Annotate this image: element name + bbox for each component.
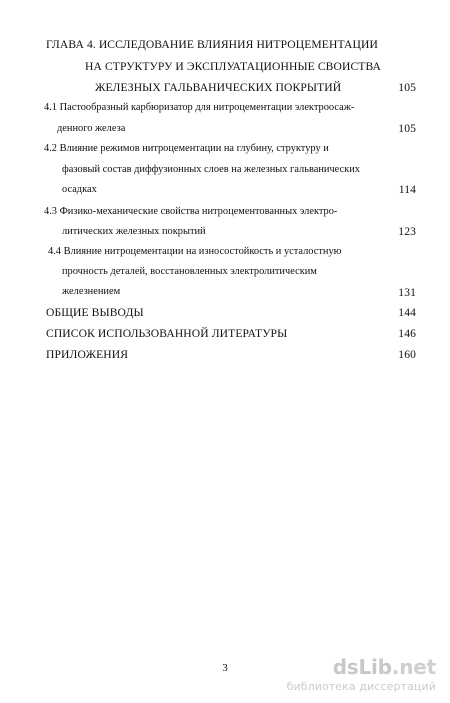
references-page-number: 146	[398, 327, 416, 340]
section-4-2-page-number: 114	[398, 183, 416, 196]
section-4-4-page-number: 131	[398, 286, 416, 299]
watermark-logo-tld: .net	[391, 655, 436, 679]
chapter-page-number: 105	[398, 81, 416, 94]
chapter-title-line-3: ЖЕЛЕЗНЫХ ГАЛЬВАНИЧЕСКИХ ПОКРЫТИЙ	[95, 81, 342, 94]
footer-page-number: 3	[222, 662, 228, 674]
chapter-title-line-1: ГЛАВА 4. ИССЛЕДОВАНИЕ ВЛИЯНИЯ НИТРОЦЕМЕНТАЦИИ	[46, 38, 378, 51]
conclusions-title: ОБЩИЕ ВЫВОДЫ	[46, 306, 144, 319]
watermark-logo	[287, 657, 436, 677]
section-4-1-line-2: денного железа	[57, 123, 126, 134]
section-4-2-line-1: 4.2 Влияние режимов нитроцементации на глубину, структуру и	[44, 143, 329, 154]
section-4-3-line-1: 4.3 Физико-механические свойства нитроцементованных электро-	[44, 206, 338, 217]
section-4-4-line-1: 4.4 Влияние нитроцементации на износостойкость и усталостную	[48, 246, 342, 257]
section-4-1-page-number: 105	[398, 122, 416, 135]
section-4-2-line-3: осадках	[62, 184, 97, 195]
watermark	[287, 657, 436, 692]
chapter-title-line-2: НА СТРУКТУРУ И ЭКСПЛУАТАЦИОННЫЕ СВОИСТВА	[85, 60, 382, 73]
watermark-logo-main: dsLib	[332, 655, 392, 679]
section-4-3-line-2: литических железных покрытий	[62, 226, 206, 237]
section-4-4-line-3: железнением	[62, 286, 121, 297]
section-4-3-page-number: 123	[398, 225, 416, 238]
conclusions-page-number: 144	[398, 306, 416, 319]
section-4-2-line-2: фазовый состав диффузионных слоев на железных гальванических	[62, 164, 360, 175]
section-4-1-line-1: 4.1 Пастообразный карбюризатор для нитроцементации электроосаж-	[44, 102, 355, 113]
appendices-title: ПРИЛОЖЕНИЯ	[46, 348, 129, 361]
references-title: СПИСОК ИСПОЛЬЗОВАННОЙ ЛИТЕРАТУРЫ	[46, 327, 288, 340]
watermark-subtitle: библиотека диссертаций	[286, 680, 436, 693]
section-4-4-line-2: прочность деталей, восстановленных электролитическим	[62, 266, 317, 277]
appendices-page-number: 160	[398, 348, 416, 361]
